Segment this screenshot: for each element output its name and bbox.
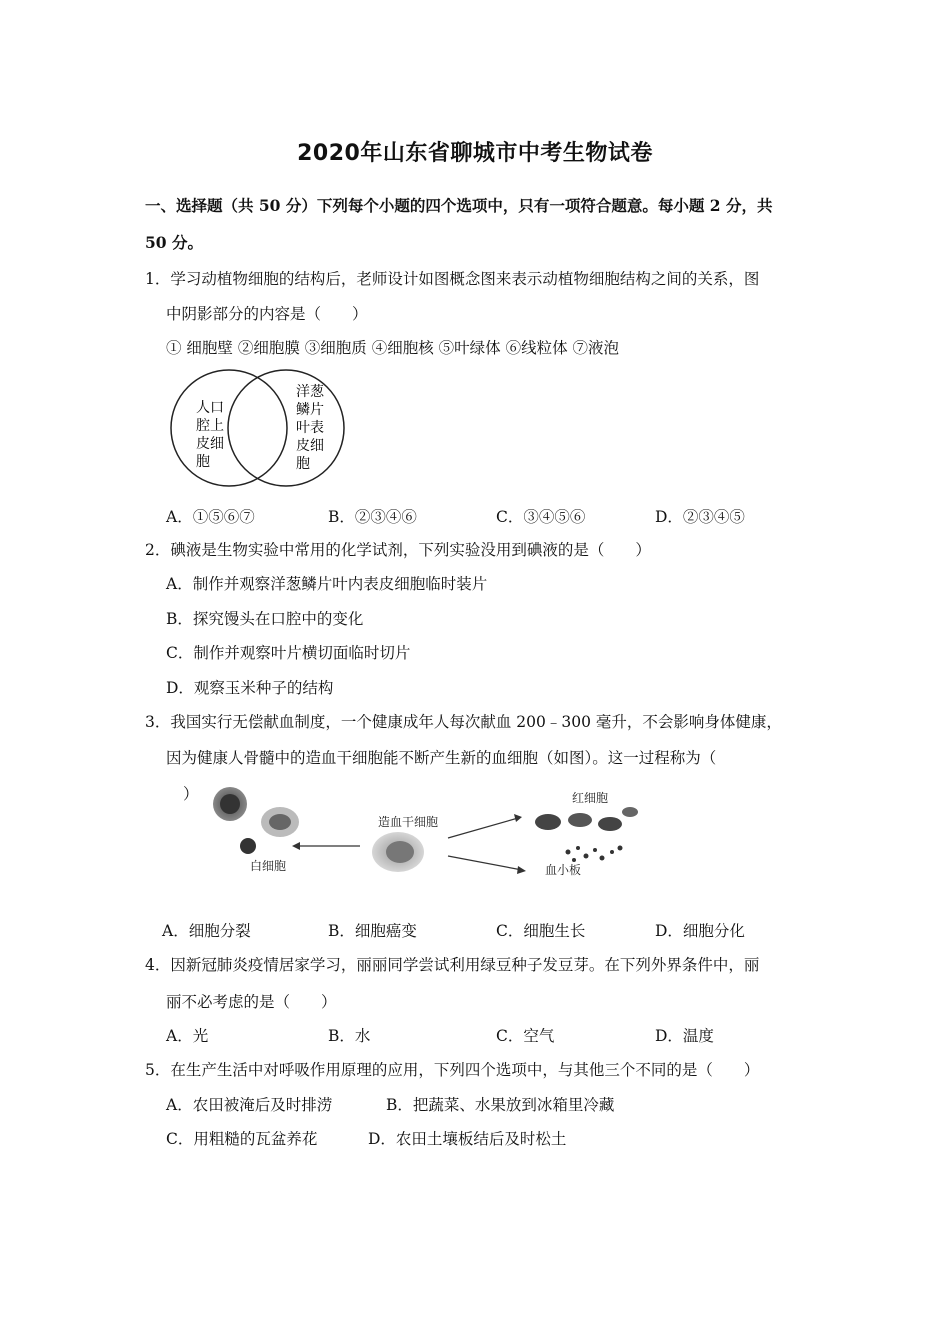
q4-stem-line1: 4．因新冠肺炎疫情居家学习，丽丽同学尝试利用绿豆种子发豆芽。在下列外界条件中，丽 (145, 956, 760, 974)
q1-option-c: C．③④⑤⑥ (496, 508, 586, 526)
q3-stem-line2: 因为健康人骨髓中的造血干细胞能不断产生新的血细胞（如图）。这一过程称为（ (166, 749, 717, 767)
venn-left-text-3: 皮细 (196, 436, 224, 452)
q5-option-a: A．农田被淹后及时排涝 (166, 1096, 333, 1114)
q1-structure-list: ① 细胞壁 ②细胞膜 ③细胞质 ④细胞核 ⑤叶绿体 ⑥线粒体 ⑦液泡 (166, 339, 619, 357)
q3-option-c: C．细胞生长 (496, 922, 586, 940)
red-cell-icon (535, 814, 561, 830)
q3-stem-line3: ） (183, 785, 199, 803)
q1-stem-line1: 1．学习动植物细胞的结构后，老师设计如图概念图来表示动植物细胞结构之间的关系，图 (145, 270, 760, 288)
q1-option-a: A．①⑤⑥⑦ (166, 508, 255, 526)
q5-option-c: C．用粗糙的瓦盆养花 (166, 1130, 318, 1148)
page-title: 2020年山东省聊城市中考生物试卷 (297, 141, 653, 166)
red-cell-label: 红细胞 (572, 791, 609, 805)
q3-option-a: A．细胞分裂 (162, 922, 251, 940)
q1-stem-line2: 中阴影部分的内容是（ ） (166, 305, 368, 323)
q1-option-b: B．②③④⑥ (328, 508, 417, 526)
q2-option-d: D．观察玉米种子的结构 (166, 679, 334, 697)
venn-left-text-4: 胞 (196, 454, 210, 470)
red-cell-icon (598, 817, 622, 831)
q5-option-d: D．农田土壤板结后及时松土 (368, 1130, 567, 1148)
q4-option-d: D．温度 (655, 1027, 714, 1045)
venn-right-text-3: 叶表 (296, 420, 324, 436)
q1-venn-diagram (166, 366, 356, 490)
section-header-line1: 一、选择题（共 50 分）下列每个小题的四个选项中，只有一项符合题意。每小题 2 分，共 (145, 196, 773, 215)
platelet-label: 血小板 (545, 863, 582, 877)
venn-left-circle (171, 370, 287, 486)
q2-stem: 2．碘液是生物实验中常用的化学试剂，下列实验没用到碘液的是（ ） (145, 541, 651, 559)
q2-option-c: C．制作并观察叶片横切面临时切片 (166, 644, 411, 662)
venn-right-circle (228, 370, 344, 486)
q3-blood-cell-figure (200, 782, 650, 894)
white-cell-icon (240, 838, 256, 854)
q5-option-b: B．把蔬菜、水果放到冰箱里冷藏 (386, 1096, 615, 1114)
q3-option-b: B．细胞癌变 (328, 922, 417, 940)
q1-option-d: D．②③④⑤ (655, 508, 745, 526)
stem-cell-label: 造血干细胞 (378, 815, 439, 829)
q3-option-d: D．细胞分化 (655, 922, 745, 940)
venn-right-text-4: 皮细 (296, 438, 324, 454)
red-cell-icon (568, 813, 592, 827)
q4-stem-line2: 丽不必考虑的是（ ） (166, 993, 337, 1011)
venn-right-text-2: 鳞片 (296, 402, 324, 418)
venn-right-text-5: 胞 (296, 456, 310, 472)
q4-option-c: C．空气 (496, 1027, 555, 1045)
q4-option-b: B．水 (328, 1027, 371, 1045)
q2-option-b: B．探究馒头在口腔中的变化 (166, 610, 364, 628)
venn-left-text-1: 人口 (196, 400, 224, 416)
red-cell-icon (622, 807, 638, 817)
venn-left-text-2: 腔上 (196, 418, 224, 434)
section-header-line2: 50 分。 (145, 233, 203, 252)
q2-option-a: A．制作并观察洋葱鳞片叶内表皮细胞临时装片 (166, 575, 488, 593)
venn-right-text-1: 洋葱 (296, 384, 324, 400)
q4-option-a: A．光 (166, 1027, 209, 1045)
white-cell-label: 白细胞 (250, 859, 287, 873)
q3-stem-line1: 3．我国实行无偿献血制度，一个健康成年人每次献血 200﹣300 毫升，不会影响身体健康， (145, 713, 782, 731)
q5-stem: 5．在生产生活中对呼吸作用原理的应用，下列四个选项中，与其他三个不同的是（ ） (145, 1061, 760, 1079)
